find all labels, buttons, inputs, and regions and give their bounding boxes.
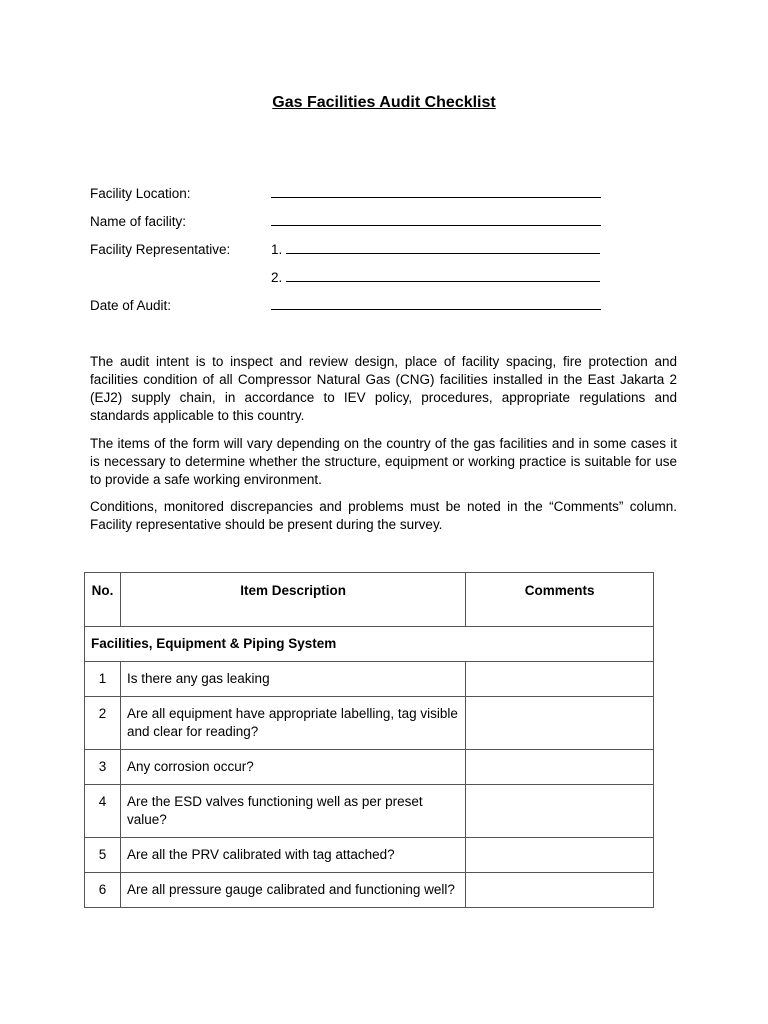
row-description: Any corrosion occur? [120, 750, 465, 785]
row-number: 1 [85, 662, 121, 697]
table-row [85, 785, 654, 838]
header-no: No. [85, 573, 121, 627]
facility-representative-1-field[interactable] [271, 242, 600, 257]
name-of-facility-label: Name of facility: [90, 214, 187, 229]
facility-location-field[interactable] [271, 186, 601, 201]
row-number: 4 [85, 785, 121, 838]
date-of-audit-label: Date of Audit: [90, 298, 172, 313]
section-row [85, 627, 654, 662]
row-comment-cell[interactable] [466, 750, 654, 785]
intro-paragraph: The audit intent is to inspect and review design, place of facility spacing, fire protection and facilities condition of all Compressor Natural Gas (CNG) facilities installed in the East Jakarta 2 (EJ2) supply chain, in accordance to IEV policy, procedures, appropriate regulations and standards applicable to this country. [90, 354, 677, 423]
row-comment-cell[interactable] [466, 838, 654, 873]
header-comments: Comments [466, 573, 654, 627]
rep-2-prefix: 2. [271, 270, 283, 285]
table-row [85, 662, 654, 697]
row-number: 2 [85, 697, 121, 750]
row-description: Are the ESD valves functioning well as per preset value? [120, 785, 465, 838]
section-title: Facilities, Equipment & Piping System [85, 627, 654, 662]
row-description: Are all the PRV calibrated with tag attached? [120, 838, 465, 873]
row-comment-cell[interactable] [466, 662, 654, 697]
table-row [85, 697, 654, 750]
document-title: Gas Facilities Audit Checklist [272, 94, 496, 111]
row-number: 5 [85, 838, 121, 873]
table-row [85, 838, 654, 873]
row-number: 6 [85, 873, 121, 908]
row-description: Are all pressure gauge calibrated and functioning well? [120, 873, 465, 908]
conditions-paragraph: Conditions, monitored discrepancies and problems must be noted in the “Comments” column. Facility representative should be present during the survey. [90, 499, 677, 532]
rep-1-prefix: 1. [271, 242, 283, 257]
row-number: 3 [85, 750, 121, 785]
row-comment-cell[interactable] [466, 873, 654, 908]
header-item-description: Item Description [120, 573, 465, 627]
facility-representative-2-field[interactable] [271, 270, 600, 285]
row-description: Is there any gas leaking [120, 662, 465, 697]
row-comment-cell[interactable] [466, 697, 654, 750]
date-of-audit-field[interactable] [271, 298, 601, 313]
audit-checklist-table [84, 572, 654, 908]
form-variation-paragraph: The items of the form will vary depending on the country of the gas facilities and in some cases it is necessary to determine whether the structure, equipment or working practice is suitable for use to provide a safe working environment. [90, 436, 677, 487]
row-comment-cell[interactable] [466, 785, 654, 838]
table-row [85, 750, 654, 785]
row-description: Are all equipment have appropriate labelling, tag visible and clear for reading? [120, 697, 465, 750]
name-of-facility-field[interactable] [271, 214, 601, 229]
facility-location-label: Facility Location: [90, 186, 191, 201]
facility-representative-label: Facility Representative: [90, 242, 231, 257]
table-header-row [85, 573, 654, 627]
table-row [85, 873, 654, 908]
